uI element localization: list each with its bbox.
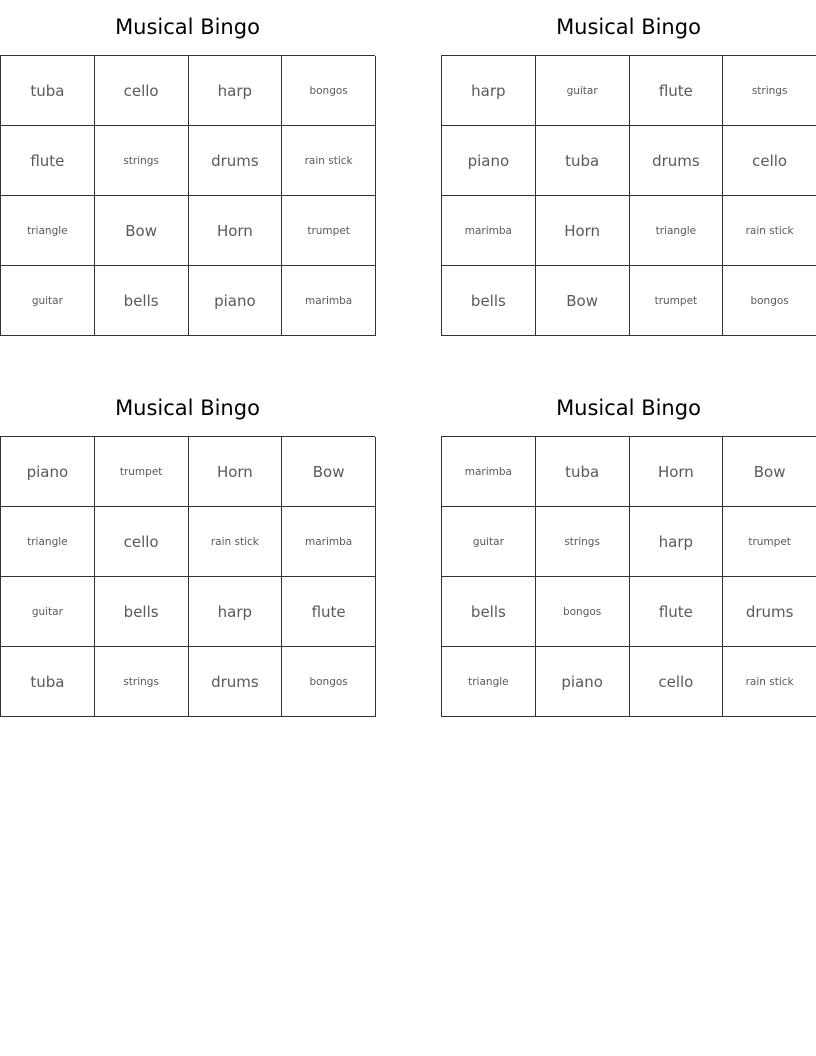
bingo-cell: trumpet bbox=[95, 437, 189, 507]
bingo-cell: triangle bbox=[1, 507, 95, 577]
bingo-grid bbox=[0, 55, 375, 336]
bingo-cell: tuba bbox=[536, 126, 630, 196]
card-title: Musical Bingo bbox=[556, 396, 701, 420]
bingo-cell: rain stick bbox=[723, 647, 816, 717]
bingo-cell: guitar bbox=[1, 577, 95, 647]
bingo-cell: marimba bbox=[442, 196, 536, 266]
bingo-cell: tuba bbox=[536, 437, 630, 507]
bingo-cell: flute bbox=[1, 126, 95, 196]
bingo-cell: cello bbox=[630, 647, 724, 717]
bingo-cell: flute bbox=[630, 56, 724, 126]
bingo-card-3 bbox=[0, 381, 375, 717]
bingo-cell: Horn bbox=[536, 196, 630, 266]
bingo-cell: drums bbox=[723, 577, 816, 647]
bingo-cell: trumpet bbox=[723, 507, 816, 577]
bingo-cell: piano bbox=[1, 437, 95, 507]
bingo-cell: Horn bbox=[189, 437, 283, 507]
bingo-cell: bongos bbox=[282, 647, 376, 717]
bingo-cell: flute bbox=[282, 577, 376, 647]
bingo-card-2 bbox=[441, 0, 816, 336]
bingo-cell: drums bbox=[189, 126, 283, 196]
bingo-card-4 bbox=[441, 381, 816, 717]
bingo-cell: Bow bbox=[536, 266, 630, 336]
bingo-cell: bells bbox=[95, 266, 189, 336]
card-title: Musical Bingo bbox=[556, 15, 701, 39]
bingo-cell: bongos bbox=[282, 56, 376, 126]
bingo-cell: bells bbox=[442, 577, 536, 647]
bingo-cell: marimba bbox=[282, 507, 376, 577]
bingo-cell: Horn bbox=[630, 437, 724, 507]
bingo-cell: Bow bbox=[723, 437, 816, 507]
bingo-card-1 bbox=[0, 0, 375, 336]
bingo-cell: strings bbox=[723, 56, 816, 126]
bingo-cell: bells bbox=[442, 266, 536, 336]
bingo-cell: piano bbox=[442, 126, 536, 196]
bingo-cell: triangle bbox=[630, 196, 724, 266]
bingo-cell: harp bbox=[442, 56, 536, 126]
bingo-cell: rain stick bbox=[282, 126, 376, 196]
bingo-cell: strings bbox=[536, 507, 630, 577]
bingo-cell: marimba bbox=[282, 266, 376, 336]
bingo-cell: drums bbox=[630, 126, 724, 196]
bingo-cell: tuba bbox=[1, 647, 95, 717]
bingo-cell: triangle bbox=[1, 196, 95, 266]
bingo-cell: guitar bbox=[1, 266, 95, 336]
bingo-cell: cello bbox=[723, 126, 816, 196]
bingo-cell: piano bbox=[536, 647, 630, 717]
bingo-cell: guitar bbox=[536, 56, 630, 126]
bingo-cell: bongos bbox=[723, 266, 816, 336]
card-title: Musical Bingo bbox=[115, 15, 260, 39]
bingo-cell: cello bbox=[95, 56, 189, 126]
bingo-cell: Bow bbox=[95, 196, 189, 266]
bingo-cell: bells bbox=[95, 577, 189, 647]
bingo-cell: marimba bbox=[442, 437, 536, 507]
bingo-cell: tuba bbox=[1, 56, 95, 126]
bingo-cell: trumpet bbox=[282, 196, 376, 266]
bingo-cell: Horn bbox=[189, 196, 283, 266]
bingo-cell: harp bbox=[189, 56, 283, 126]
bingo-cell: rain stick bbox=[723, 196, 816, 266]
bingo-cell: strings bbox=[95, 647, 189, 717]
bingo-cell: drums bbox=[189, 647, 283, 717]
bingo-cell: piano bbox=[189, 266, 283, 336]
bingo-cell: Bow bbox=[282, 437, 376, 507]
bingo-grid bbox=[441, 55, 816, 336]
bingo-cell: rain stick bbox=[189, 507, 283, 577]
bingo-cell: cello bbox=[95, 507, 189, 577]
bingo-grid bbox=[441, 436, 816, 717]
bingo-cell: harp bbox=[630, 507, 724, 577]
bingo-cell: bongos bbox=[536, 577, 630, 647]
bingo-cell: trumpet bbox=[630, 266, 724, 336]
bingo-cell: harp bbox=[189, 577, 283, 647]
card-title: Musical Bingo bbox=[115, 396, 260, 420]
bingo-cell: triangle bbox=[442, 647, 536, 717]
bingo-grid bbox=[0, 436, 375, 717]
bingo-cell: strings bbox=[95, 126, 189, 196]
bingo-cell: guitar bbox=[442, 507, 536, 577]
bingo-cell: flute bbox=[630, 577, 724, 647]
